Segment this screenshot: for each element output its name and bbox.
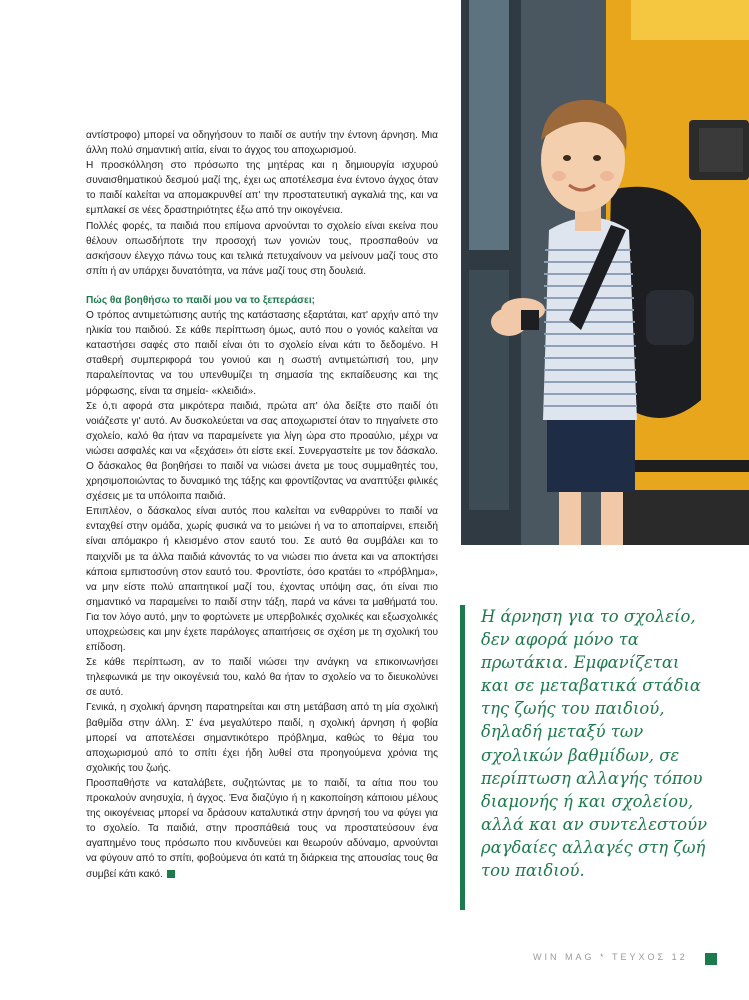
- article-paragraph: Ο τρόπος αντιμετώπισης αυτής της κατάστασης εξαρτάται, κατ' αρχήν από την ηλικία του παιδιού. Σε κάθε περίπτωση όμως, αυτό που ο γονιός καλείται να καταστήσει σαφές στο παιδί είναι ότι το σχολείο είναι κάτι το δεδομένο. Η σταθερή συμπεριφορά του γονιού και η σωστή αντιμετώπισή του, μην παραλείποντας να του υπενθυμίζει τη σημασία της εκπαίδευσης και της μόρφωσης, είναι τα σημεία- «κλειδιά».: [86, 310, 438, 397]
- article-paragraph: Σε ό,τι αφορά στα μικρότερα παιδιά, πρώτα απ' όλα δείξτε στο παιδί ότι νοιάζεστε γι' αυτό. Αν δυσκολεύεται να σας αποχωριστεί όταν το πηγαίνετε στο σχολείο, καλό θα ήταν να παραμείνετε για λίγη ώρα στο προαύλιο, μέχρι να νιώσει ασφαλές και να «ξεχάσει» ότι είστε εκεί. Συνεργαστείτε με τον δάσκαλο. Ο δάσκαλος θα βοηθήσει το παιδί να νιώσει άνετα με τους συμμαθητές του, χρησιμοποιώντας το δυναμικό της τάξης και φροντίζοντας να αναπτύξει φιλικές σχέσεις με τα υπόλοιπα παιδιά.: [86, 400, 438, 503]
- folio-square-icon: [705, 953, 717, 965]
- article-paragraph: Η προσκόλληση στο πρόσωπο της μητέρας και η δημιουργία ισχυρού συναισθηματικού δεσμού μαζί της, έχει ως αποτέλεσμα ένα έντονο άγχος όταν το παιδί καλείται να απομακρυνθεί απ' την προστατευτική αγκαλιά της, και να εμπλακεί σε νέες δραστηριότητες έξω από την οικογένεια.: [86, 160, 438, 217]
- pull-quote-text: Η άρνηση για το σχολείο, δεν αφορά μόνο τα πρωτάκια. Εμφανίζεται και σε μεταβατικά στάδια της ζωής του παιδιού, δηλαδή μεταξύ των σχολικών βαθμίδων, σε περίπτωση αλλαγής τόπου διαμονής ή και σχολείου, αλλά και αν συντελεστούν ραγδαίες αλλαγές στη ζωή του παιδιού.: [481, 607, 708, 881]
- article-paragraph: Πολλές φορές, τα παιδιά που επίμονα αρνούνται το σχολείο είναι εκείνα που θέλουν οπωσδήποτε την προσοχή των γονιών τους, προσπαθούν να ασκήσουν έλεγχο πάνω τους και τελικά πετυχαίνουν να μείνουν μαζί τους στο σπίτι ή αν υπάρχει δυνατότητα, να πάνε μαζί τους στη δουλειά.: [86, 220, 438, 277]
- page-folio: WIN MAG * ΤΕΥΧΟΣ 12: [533, 952, 688, 962]
- article-paragraph-final: [86, 776, 438, 882]
- pull-quote: [460, 605, 710, 910]
- final-paragraph-text: Προσπαθήστε να καταλάβετε, συζητώντας με το παιδί, τα αίτια που του προκαλούν ανησυχία, ή άγχος. Ένα διαζύγιο ή η κακοποίηση κάποιου μέλους της οικογένειας μπορεί να δράσουν καταλυτικά στην άρνησή του να φύγει για το σχολείο. Τα παιδιά, στην προσπάθειά τους να προστατεύσουν ένα αγαπημένο τους πρόσωπο που κινδυνεύει και θεωρούν αδύναμο, αρνούνται να φύγουν από το σπίτι, φοβούμενα ότι κατά τη διάρκεια της απουσίας τους θα συμβεί κάτι κακό.: [86, 777, 438, 880]
- article-paragraph: Γενικά, η σχολική άρνηση παρατηρείται και στη μετάβαση από τη μία σχολική βαθμίδα στην άλλη. Σ' ένα μεγαλύτερο παιδί, η σχολική άρνηση ή φοβία μπορεί να αποτελέσει σημαντικότερο πρόβλημα, καθώς το θέμα του αποχωρισμού από το σπίτι έχει ήδη λυθεί στα προηγούμενα χρόνια της σχολικής του ζωής.: [86, 702, 438, 774]
- article-paragraph: αντίστροφο) μπορεί να οδηγήσουν το παιδί σε αυτήν την έντονη άρνηση. Μια άλλη πολύ σημαντική αιτία, είναι το άγχος του αποχωρισμού.: [86, 130, 438, 157]
- article-body: [86, 128, 438, 882]
- article-paragraph: Επιπλέον, ο δάσκαλος είναι αυτός που καλείται να ενθαρρύνει το παιδί να ενταχθεί στην ομάδα, χωρίς φυσικά να το μειώνει ή να το αποπαίρνει, επειδή είναι απόμακρο ή κλεισμένο στον εαυτό του. Σε αυτό θα συμβάλει και το παιχνίδι με τα άλλα παιδιά κάνοντάς το να νιώσει πιο άνετα και να αποκτήσει κάποια εμπιστοσύνη στον εαυτό του. Φροντίστε, όσο κρατάει το «πρόβλημα», να μην είστε πολύ απαιτητικοί μαζί του, έχοντας υπόψη σας, ότι είναι πιο σημαντικό να παραμείνει το παιδί στην τάξη, παρά να κάνει τα μαθήματά του. Για τον λόγο αυτό, μην το φορτώνετε με υπερβολικές σχολικές και εξωσχολικές υποχρεώσεις και μην έχετε παράλογες απαιτήσεις σε σχέση με τη σχολική του επίδοση.: [86, 506, 438, 654]
- photo-boy-school-bus: [461, 0, 749, 545]
- section-heading: Πώς θα βοηθήσω το παιδί μου να το ξεπεράσει;: [86, 294, 316, 306]
- article-paragraph: Σε κάθε περίπτωση, αν το παιδί νιώσει την ανάγκη να επικοινωνήσει τηλεφωνικά με την οικογένειά του, καλό θα ήταν το σχολείο να το διευκολύνει σε αυτό.: [86, 657, 438, 699]
- end-mark-icon: [167, 870, 175, 878]
